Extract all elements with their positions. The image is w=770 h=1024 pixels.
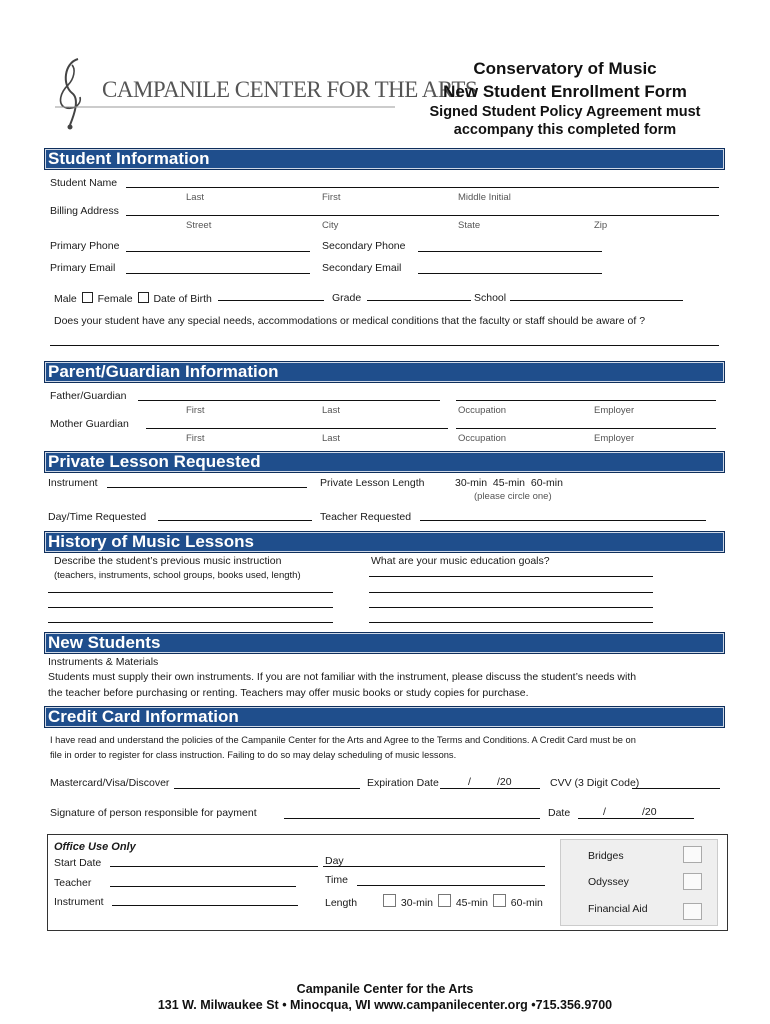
secondary-email-label: Secondary Email <box>322 262 402 274</box>
office-teacher-field[interactable] <box>110 886 296 887</box>
office-teacher-label: Teacher <box>54 877 92 889</box>
expiration-year-prefix: /20 <box>497 776 512 788</box>
instrument-field[interactable] <box>107 487 307 488</box>
special-needs-field[interactable] <box>50 345 719 346</box>
signature-label: Signature of person responsible for payment <box>50 807 257 819</box>
office-60min-label: 60-min <box>510 897 543 909</box>
circle-one-note: (please circle one) <box>474 491 552 502</box>
describe-instruction-sub: (teachers, instruments, school groups, books used, length) <box>54 570 301 581</box>
daytime-field[interactable] <box>158 520 312 521</box>
office-time-label: Time <box>325 874 348 886</box>
office-length-row <box>325 894 543 909</box>
office-45min-checkbox[interactable] <box>438 894 451 907</box>
history-line-3[interactable] <box>48 622 333 623</box>
section-parent-guardian: Parent/Guardian Information <box>44 361 725 383</box>
footer-org-name: Campanile Center for the Arts <box>296 982 474 996</box>
father-occupation-field[interactable] <box>456 400 716 401</box>
secondary-phone-field[interactable] <box>418 251 602 252</box>
bridges-label: Bridges <box>588 850 624 862</box>
office-start-date-field[interactable] <box>110 866 318 867</box>
logo <box>50 55 478 135</box>
female-label: Female <box>97 293 133 305</box>
goals-line-1[interactable] <box>369 576 653 577</box>
father-last-label: Last <box>322 405 340 416</box>
primary-phone-field[interactable] <box>126 251 310 252</box>
dob-label: Date of Birth <box>153 293 212 305</box>
daytime-label: Day/Time Requested <box>48 511 147 523</box>
primary-email-field[interactable] <box>126 273 310 274</box>
office-start-date-label: Start Date <box>54 857 102 869</box>
mother-label: Mother Guardian <box>50 418 129 430</box>
history-line-1[interactable] <box>48 592 333 593</box>
goals-line-2[interactable] <box>369 592 653 593</box>
card-number-field[interactable] <box>174 788 360 789</box>
expiration-field[interactable] <box>440 788 540 789</box>
female-checkbox[interactable] <box>138 292 149 303</box>
instrument-label: Instrument <box>48 477 98 489</box>
label-middle-initial: Middle Initial <box>458 192 511 203</box>
new-students-body-1: Students must supply their own instruments. If you are not familiar with the instrument, please discuss the student’s needs with <box>48 671 637 683</box>
card-number-label: Mastercard/Visa/Discover <box>50 777 170 789</box>
school-label: School <box>474 292 507 304</box>
teacher-requested-field[interactable] <box>420 520 706 521</box>
mother-first-label: First <box>186 433 205 444</box>
student-name-label: Student Name <box>50 177 118 189</box>
grade-field[interactable] <box>367 300 471 301</box>
describe-instruction-label: Describe the student’s previous music instruction <box>54 555 282 567</box>
cvv-field[interactable] <box>632 788 720 789</box>
label-state: State <box>458 220 481 231</box>
mother-occupation-label: Occupation <box>458 433 507 444</box>
section-student-information: Student Information <box>44 148 725 170</box>
expiration-label: Expiration Date <box>367 777 439 789</box>
dob-field[interactable] <box>218 300 324 301</box>
new-students-body-2: the teacher before purchasing or renting. Teachers may offer music books or study copies for purchase. <box>48 687 529 699</box>
label-first: First <box>322 192 341 203</box>
goals-line-3[interactable] <box>369 607 653 608</box>
office-instrument-field[interactable] <box>112 905 298 906</box>
lesson-length-options[interactable]: 30-min 45-min 60-min <box>455 477 563 489</box>
label-city: City <box>322 220 339 231</box>
instruments-materials-title: Instruments & Materials <box>48 656 159 668</box>
label-zip: Zip <box>594 220 608 231</box>
section-new-students: New Students <box>44 632 725 654</box>
financial-aid-checkbox[interactable] <box>683 903 702 920</box>
label-last: Last <box>186 192 204 203</box>
grade-label: Grade <box>332 292 362 304</box>
form-note-2: accompany this completed form <box>453 122 677 138</box>
office-length-label: Length <box>325 897 358 909</box>
school-field[interactable] <box>510 300 683 301</box>
father-name-field[interactable] <box>138 400 440 401</box>
special-needs-question: Does your student have any special needs, accommodations or medical conditions that the faculty or staff should be aware of ? <box>54 315 646 327</box>
financial-aid-label: Financial Aid <box>588 903 648 915</box>
credit-terms-2: file in order to register for class instruction. Failing to do so may delay scheduling of music lessons. <box>50 750 457 760</box>
bridges-checkbox[interactable] <box>683 846 702 863</box>
gender-dob-row <box>54 292 212 305</box>
goals-line-4[interactable] <box>369 622 653 623</box>
office-title: Office Use Only <box>54 841 136 853</box>
section-private-lesson: Private Lesson Requested <box>44 451 725 473</box>
expiration-slash: / <box>468 776 471 788</box>
label-street: Street <box>186 220 212 231</box>
form-title-1: Conservatory of Music <box>473 59 657 78</box>
mother-last-label: Last <box>322 433 340 444</box>
date-slash: / <box>603 806 606 818</box>
mother-employer-label: Employer <box>594 433 635 444</box>
office-60min-checkbox[interactable] <box>493 894 506 907</box>
signature-field[interactable] <box>284 818 540 819</box>
teacher-requested-label: Teacher Requested <box>320 511 412 523</box>
office-day-label: Day <box>325 855 344 867</box>
odyssey-label: Odyssey <box>588 876 629 888</box>
student-name-field[interactable] <box>126 187 719 188</box>
form-title-2: New Student Enrollment Form <box>443 82 687 101</box>
cvv-label: CVV (3 Digit Code) <box>550 777 640 789</box>
primary-phone-label: Primary Phone <box>50 240 120 252</box>
date-year-prefix: /20 <box>642 806 657 818</box>
male-label: Male <box>54 293 77 305</box>
section-credit-card: Credit Card Information <box>44 706 725 728</box>
billing-address-field[interactable] <box>126 215 719 216</box>
section-history: History of Music Lessons <box>44 531 725 553</box>
office-30min-label: 30-min <box>400 897 433 909</box>
office-30min-checkbox[interactable] <box>383 894 396 907</box>
lesson-length-label: Private Lesson Length <box>320 477 425 489</box>
father-first-label: First <box>186 405 205 416</box>
office-time-field[interactable] <box>357 885 545 886</box>
office-45min-label: 45-min <box>455 897 488 909</box>
credit-terms-1: I have read and understand the policies of the Campanile Center for the Arts and Agree to the Terms and Conditions. A Credit Card must be on <box>50 735 636 745</box>
secondary-phone-label: Secondary Phone <box>322 240 406 252</box>
goals-label: What are your music education goals? <box>371 555 550 567</box>
office-day-field[interactable] <box>323 866 545 867</box>
form-note-1: Signed Student Policy Agreement must <box>429 104 701 120</box>
date-field[interactable] <box>578 818 694 819</box>
billing-address-label: Billing Address <box>50 205 119 217</box>
father-occupation-label: Occupation <box>458 405 507 416</box>
mother-occupation-field[interactable] <box>456 428 716 429</box>
father-employer-label: Employer <box>594 405 635 416</box>
footer-address: 131 W. Milwaukee St • Minocqua, WI www.campanilecenter.org •715.356.9700 <box>157 998 613 1012</box>
date-label: Date <box>548 807 571 819</box>
primary-email-label: Primary Email <box>50 262 116 274</box>
logo-text: CAMPANILE CENTER FOR THE ARTS <box>102 77 478 102</box>
father-label: Father/Guardian <box>50 390 127 402</box>
mother-name-field[interactable] <box>146 428 448 429</box>
male-checkbox[interactable] <box>82 292 93 303</box>
odyssey-checkbox[interactable] <box>683 873 702 890</box>
secondary-email-field[interactable] <box>418 273 602 274</box>
history-line-2[interactable] <box>48 607 333 608</box>
office-instrument-label: Instrument <box>54 896 104 908</box>
